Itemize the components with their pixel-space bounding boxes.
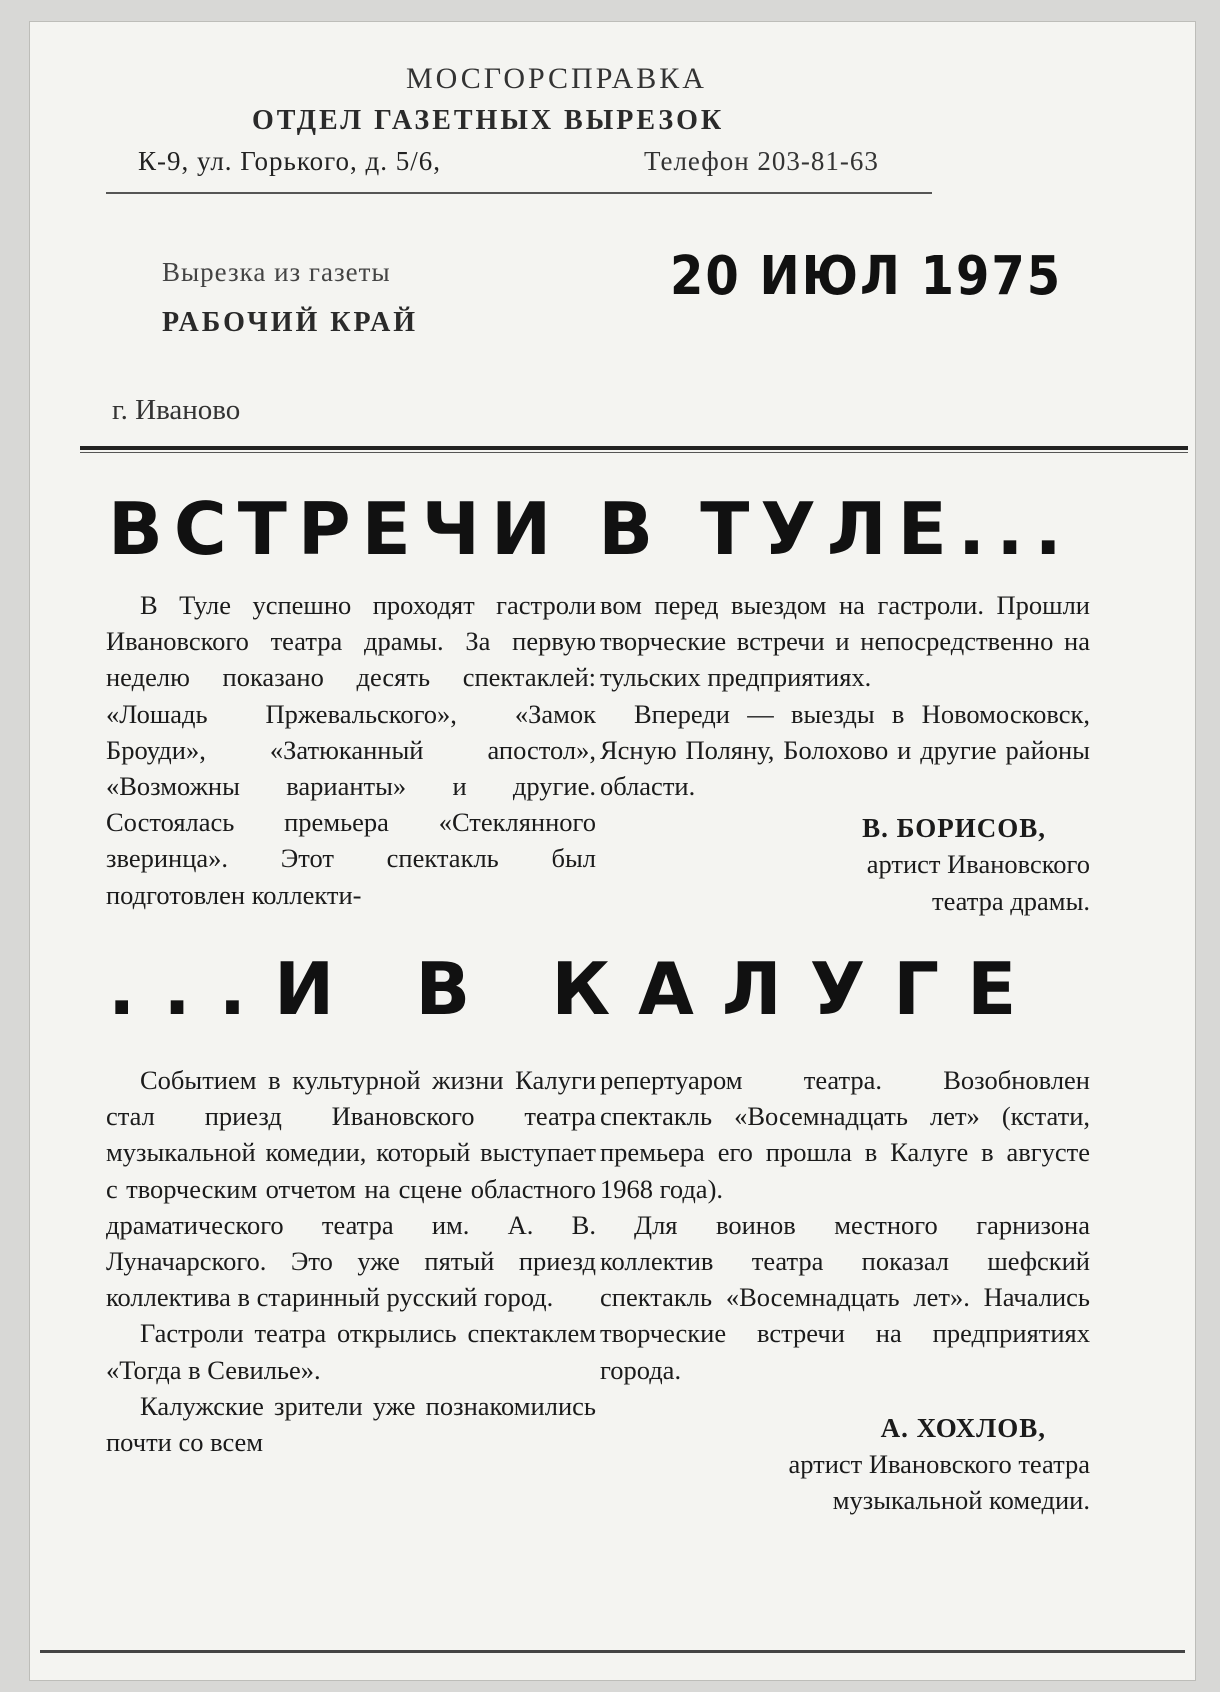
article1-paragraph: вом перед выездом на гастроли. Прошли творческие встречи и непосредственно на тульских предприятиях. — [600, 590, 1090, 693]
article2-role-line: музыкальной комедии. — [832, 1485, 1090, 1516]
agency-phone: Телефон 203-81-63 — [644, 146, 879, 176]
article-top-rule — [80, 446, 1188, 450]
header-divider — [106, 192, 932, 194]
article1-paragraph: Впереди — выезды в Новомосковск, Ясную Поляну, Болохово и другие районы области. — [600, 698, 1090, 802]
article2-role-line: артист Ивановского театра — [788, 1449, 1090, 1480]
bottom-rule — [40, 1650, 1185, 1653]
article1-headline: ВСТРЕЧИ В ТУЛЕ... — [108, 487, 1073, 571]
newspaper-clipping — [30, 22, 1195, 1680]
article2-paragraph: Событием в культурной жизни Калуги стал приезд Ивановского театра музыкальной комедии, который выступает с творческим отчетом на сцене областного драматического театра им. А. В. Луначарского. Это уже пятый приезд коллектива в старинный русский город. — [106, 1065, 596, 1313]
article2-paragraph: Гастроли театра открылись спектаклем «Тогда в Севилье». — [106, 1318, 596, 1385]
department-name: ОТДЕЛ ГАЗЕТНЫХ ВЫРЕЗОК — [252, 105, 725, 136]
article1-column-right — [600, 587, 1090, 919]
article2-author: А. ХОХЛОВ, — [880, 1412, 1046, 1443]
article2-paragraph: Калужские зрители уже познакомились почти со всем — [106, 1390, 596, 1458]
article2-headline: ...И В КАЛУГЕ — [108, 947, 1045, 1031]
newspaper-name: РАБОЧИЙ КРАЙ — [162, 307, 419, 338]
newspaper-city: г. Иваново — [112, 394, 241, 426]
article1-role-line: театра драмы. — [932, 885, 1090, 916]
article1-paragraph: В Туле успешно проходят гастроли Ивановского театра драмы. За первую неделю показано десять спектаклей: «Лошадь Пржевальского», «Замок Броуди», «Затюканный апостол», «Возможны варианты» и другие. Состоялась премьера «Стеклянного зверинца». Этот спектакль был подготовлен коллекти- — [106, 590, 596, 910]
article2-column-left — [106, 1062, 596, 1460]
date-stamp: 20 ИЮЛ 1975 — [670, 244, 1063, 308]
article2-author-role — [600, 1446, 1090, 1518]
article2-column-right — [600, 1062, 1090, 1518]
article2-paragraph: репертуаром театра. Возобновлен спектакль «Восемнадцать лет» (кстати, премьера его прошла в Калуге в августе 1968 года). — [600, 1065, 1090, 1204]
agency-name: МОСГОРСПРАВКА — [406, 62, 707, 95]
article1-author: В. БОРИСОВ, — [862, 813, 1046, 844]
article1-author-role — [600, 846, 1090, 918]
article1-role-line: артист Ивановского — [866, 849, 1090, 880]
article1-column-left — [106, 587, 596, 913]
article2-paragraph: Для воинов местного гарнизона коллектив театра показал шефский спектакль «Восемнадцать лет». Начались творческие встречи на предприятиях города. — [600, 1209, 1090, 1385]
agency-address: К-9, ул. Горького, д. 5/6, — [138, 146, 441, 176]
clipping-source-label: Вырезка из газеты — [162, 257, 391, 287]
article-top-rule-thin — [80, 452, 1188, 453]
